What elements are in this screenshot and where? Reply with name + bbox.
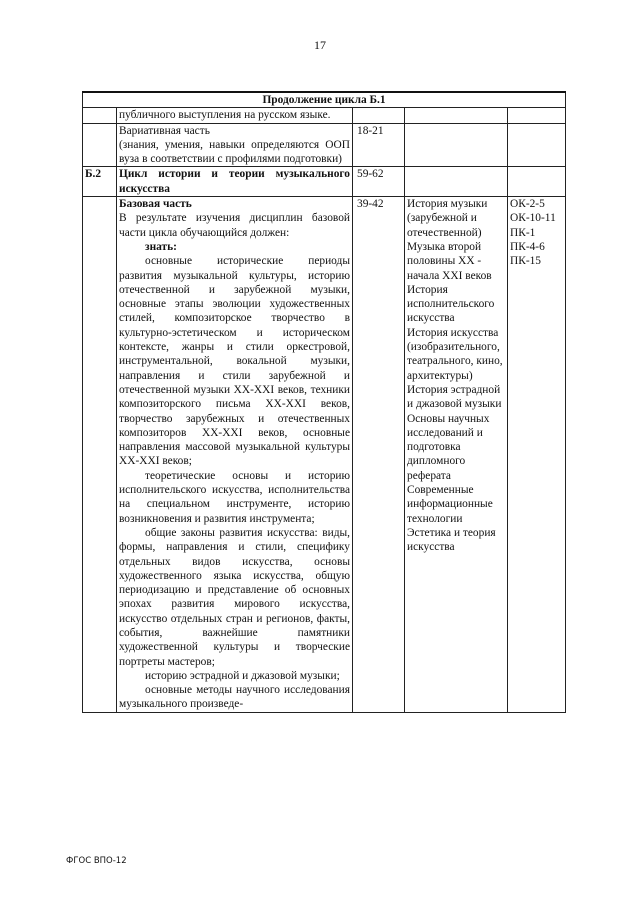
cycle-title: Цикл истории и теории музыкального искусства xyxy=(117,167,353,197)
competency-code: ПК-1 xyxy=(510,226,536,239)
cell-description xyxy=(117,123,353,167)
cell-disciplines xyxy=(405,167,508,197)
cell-hours: 39-42 xyxy=(353,197,405,713)
cycle-code: Б.2 xyxy=(83,167,117,197)
competency-code: ПК-15 xyxy=(510,255,542,268)
cell-competencies xyxy=(508,123,566,167)
cell-disciplines xyxy=(405,123,508,167)
discipline-item: История искусства (изобразительного, театрального, кино, архитектуры) xyxy=(407,326,503,382)
know-paragraph: теоретические основы и историю исполнительского искусства, исполнительства на специальном инструменте, историю возникновения и развития инструмента; xyxy=(119,469,350,525)
discipline-item: История музыки (зарубежной и отечественной) xyxy=(407,198,488,239)
base-intro: В результате изучения дисциплин базовой части цикла обучающийся должен: xyxy=(119,212,350,239)
continuation-title: Продолжение цикла Б.1 xyxy=(83,92,566,108)
discipline-item: Основы научных исследований и подготовка дипломного реферата xyxy=(407,412,490,482)
cell-hours: 59-62 xyxy=(353,167,405,197)
cell-competencies xyxy=(508,197,566,713)
discipline-item: Эстетика и теория искусства xyxy=(407,526,496,554)
cell-description: публичного выступления на русском языке. xyxy=(117,108,353,123)
cell-code xyxy=(83,108,117,123)
know-paragraph: основные исторические периоды развития музыкальной культуры, историю отечественной и зарубежной музыки, основные этапы эволюции художественных стилей, композиторское творчество в культурно-эстетическом и историческом контексте, жанры и стили оркестровой, инструментальной, вокальной музыки, направления и стили зарубежной и отечественной музыки XX-XXI веков, техники композиторского письма XX-XXI веков, творчество зарубежных и отечественных композиторов XX-XXI веков, основные направления массовой музыкальной культуры XX-XXI веков; xyxy=(119,255,350,468)
cell-code xyxy=(83,197,117,713)
table-row xyxy=(83,167,566,197)
cell-hours: 18-21 xyxy=(353,123,405,167)
table-row xyxy=(83,197,566,713)
variative-heading: Вариативная часть xyxy=(119,124,210,137)
cell-code xyxy=(83,123,117,167)
page-number: 17 xyxy=(314,38,326,52)
competency-code: ПК-4-6 xyxy=(510,240,545,253)
continuation-header-row xyxy=(83,92,566,108)
footer-standard-code: ФГОС ВПО-12 xyxy=(66,856,127,866)
cell-disciplines xyxy=(405,108,508,123)
competency-code: ОК-2-5 xyxy=(510,198,545,211)
variative-text: (знания, умения, навыки определяются ООП вуза в соответствии с профилями подготовки) xyxy=(119,138,350,166)
know-paragraph: историю эстрадной и джазовой музыки; xyxy=(145,669,340,682)
cell-competencies xyxy=(508,108,566,123)
know-paragraph: основные методы научного исследования музыкального произведе- xyxy=(119,684,350,711)
table-row xyxy=(83,108,566,123)
discipline-item: История эстрадной и джазовой музыки xyxy=(407,383,502,411)
curriculum-table xyxy=(82,91,566,713)
cell-description xyxy=(117,197,353,713)
cell-disciplines xyxy=(405,197,508,713)
know-label: знать: xyxy=(145,240,177,253)
competency-code: ОК-10-11 xyxy=(510,212,556,225)
know-paragraph: общие законы развития искусства: виды, формы, направления и стили, специфику отдельных видов искусства, основы художественного языка искусства, общую периодизацию и представление об основных эпохах развития мирового искусства, искусство отдельных стран и регионов, факты, события, важнейшие памятники художественной культуры и творческие портреты мастеров; xyxy=(119,526,350,668)
discipline-item: Современные информационные технологии xyxy=(407,484,493,525)
cell-competencies xyxy=(508,167,566,197)
base-heading: Базовая часть xyxy=(119,198,192,211)
table-row xyxy=(83,123,566,167)
cell-hours xyxy=(353,108,405,123)
discipline-item: История исполнительского искусства xyxy=(407,283,495,325)
discipline-item: Музыка второй половины XX - начала XXI веков xyxy=(407,240,492,282)
